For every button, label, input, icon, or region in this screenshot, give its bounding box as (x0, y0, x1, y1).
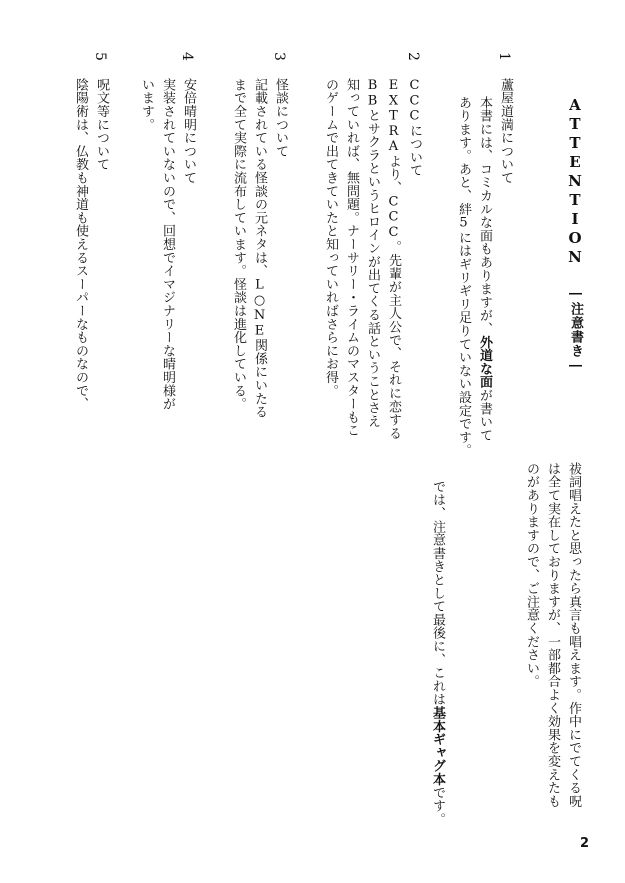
section-1-line-2: あります。あと、絆5にはギリギリ足りていない設定です。 (456, 96, 471, 458)
page-title (566, 96, 585, 374)
section-3-line-2: まで全て実際に流布しています。怪談は進化している。 (231, 78, 246, 411)
section-5-number: 5 (92, 52, 108, 62)
section-4-line-2: います。 (139, 78, 154, 132)
continuation-line-1: 祓詞唱えたと思ったら真言も唱えます。作中にでてくる呪 (566, 462, 581, 808)
section-2-line-2: BBとサクラというヒロインが出てくる話ということさえ (365, 78, 380, 428)
title-english: ATTENTION (566, 96, 584, 267)
continuation-line-2: は全て実在しておりますが、一部都合よく効果を変えたも (545, 462, 560, 808)
section-2-number: 2 (405, 52, 421, 62)
section-2-heading: CCCについて (407, 78, 422, 178)
emphasis-gedou: 外道な面 (477, 335, 492, 389)
section-1-heading: 蘆屋道満について (498, 78, 513, 185)
section-1-number: 1 (496, 52, 512, 62)
section-3-heading: 怪談について (273, 78, 288, 158)
section-1-line-1: 本書には、コミカルな面もありますが、外道な面が書いて (477, 96, 492, 442)
section-4-line-1: 実装されていないので、回想でイマジナリーな晴明様が (160, 78, 175, 411)
title-japanese: ―注意書き― (568, 286, 583, 374)
section-3-number: 3 (271, 52, 287, 62)
section-2-line-4: のゲームで出てきていたと知っていればさらにお得。 (323, 78, 338, 398)
emphasis-gag-book: 基本ギャグ本 (430, 706, 445, 786)
continuation-line-3: のがありますので、ご注意ください。 (524, 462, 539, 689)
page-number: 2 (579, 836, 589, 851)
section-2-line-3: 知っていれば、無問題。ナーサリー・ライムのマスターもこ (344, 78, 359, 438)
closing-line: では、注意書きとして最後に、これは基本ギャグ本です。 (430, 480, 445, 826)
section-4-heading: 安倍晴明について (181, 78, 196, 185)
section-5-line-1: 陰陽術は、仏教も神道も使えるスーパーなものなので、 (73, 78, 88, 411)
section-4-number: 4 (179, 52, 195, 62)
section-5-heading: 呪文等について (94, 78, 109, 172)
section-3-line-1: 記載されている怪談の元ネタは、L○NE関係にいたる (252, 78, 267, 419)
section-2-line-1: EXTRAより、CCC。先輩が主人公で、それに恋する (386, 78, 401, 440)
